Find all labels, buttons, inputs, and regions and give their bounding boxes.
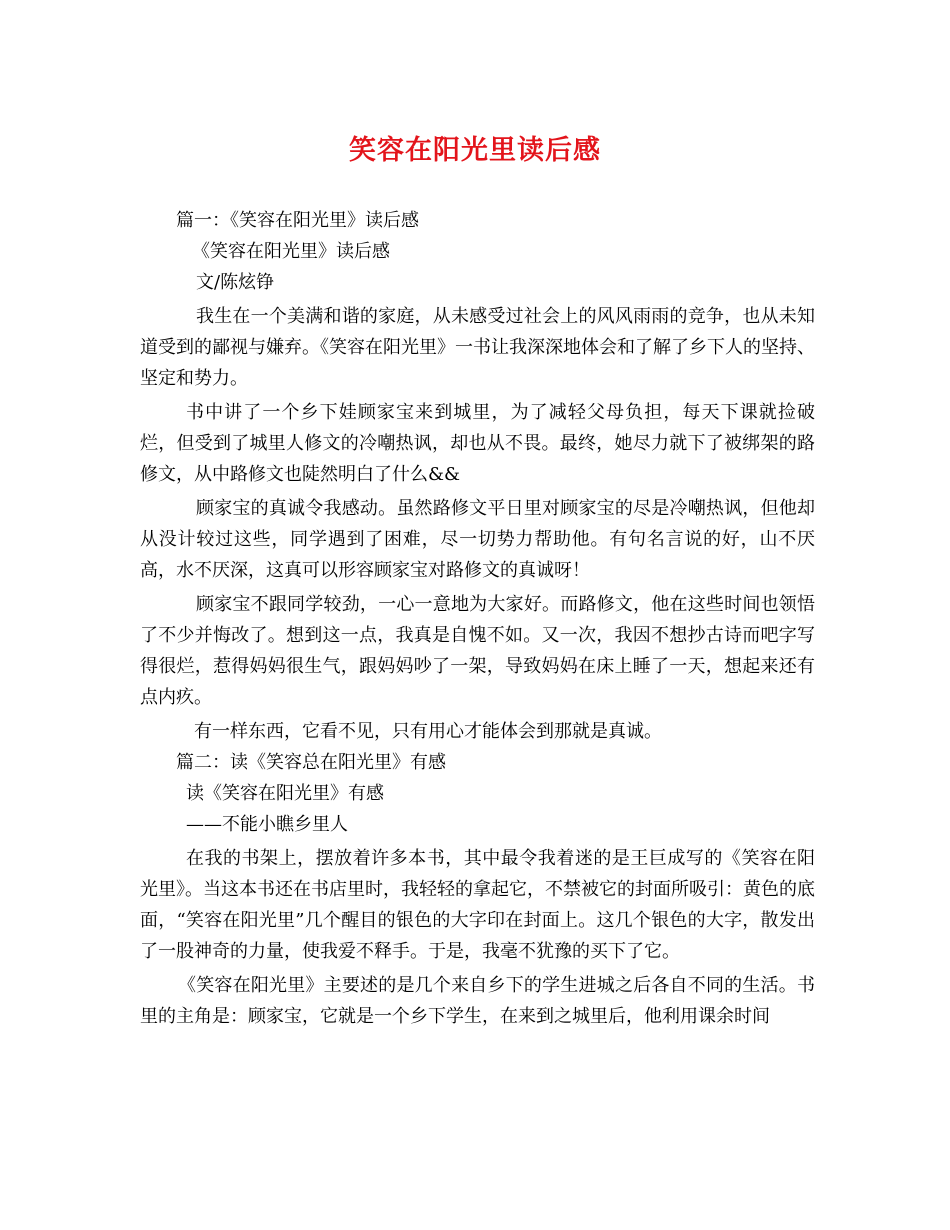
part2-paragraph-2: 《笑容在阳光里》主要述的是几个来自乡下的学生进城之后各自不同的生活。书里的主角是：顾家宝，它就是一个乡下学生，在来到之城里后，他利用课余时间: [140, 975, 815, 1027]
part1-paragraph-2: 书中讲了一个乡下娃顾家宝来到城里，为了减轻父母负担，每天下课就捡破烂，但受到了城里人修文的冷嘲热讽，却也从不畏。最终，她尽力就下了被绑架的路修文，从中路修文也陡然明白了什么&&: [140, 402, 815, 485]
part1-subtitle: 《笑容在阳光里》读后感: [192, 241, 390, 262]
part1-paragraph-1: 我生在一个美满和谐的家庭，从未感受过社会上的风风雨雨的竞争，也从未知道受到的鄙视与嫌弃。《笑容在阳光里》一书让我深深地体会和了解了乡下人的坚持、坚定和势力。: [140, 306, 815, 389]
part1-heading: 篇一：《笑容在阳光里》读后感: [176, 210, 419, 231]
part1-paragraph-5: 有一样东西，它看不见，只有用心才能体会到那就是真诚。: [194, 721, 662, 742]
document-body: [140, 205, 815, 1032]
part2-tagline: ——不能小瞧乡里人: [186, 814, 348, 835]
part2-heading: 篇二：读《笑容总在阳光里》有感: [176, 752, 446, 773]
part1-paragraph-3: 顾家宝的真诚令我感动。虽然路修文平日里对顾家宝的尽是冷嘲热讽，但他却从没计较过这些，同学遇到了困难，尽一切势力帮助他。有句名言说的好，山不厌高，水不厌深，这真可以形容顾家宝对路修文的真诚呀！: [140, 498, 815, 581]
document-title: 笑容在阳光里读后感: [349, 135, 601, 166]
part2-subtitle: 读《笑容在阳光里》有感: [186, 783, 384, 804]
part2-paragraph-1: 在我的书架上，摆放着许多本书，其中最令我着迷的是王巨成写的《笑容在阳光里》。当这本书还在书店里时，我轻轻的拿起它，不禁被它的封面所吸引：黄色的底面，“笑容在阳光里”几个醒目的银色的大字印在封面上。这几个银色的大字，散发出了一股神奇的力量，使我爱不释手。于是，我毫不犹豫的买下了它。: [140, 848, 815, 962]
part1-paragraph-4: 顾家宝不跟同学较劲，一心一意地为大家好。而路修文，他在这些时间也领悟了不少并悔改了。想到这一点，我真是自愧不如。又一次，我因不想抄古诗而吧字写得很烂，惹得妈妈很生气，跟妈妈吵了一架，导致妈妈在床上睡了一天，想起来还有点内疚。: [140, 594, 815, 708]
part1-author: 文/陈炫铮: [196, 272, 275, 293]
